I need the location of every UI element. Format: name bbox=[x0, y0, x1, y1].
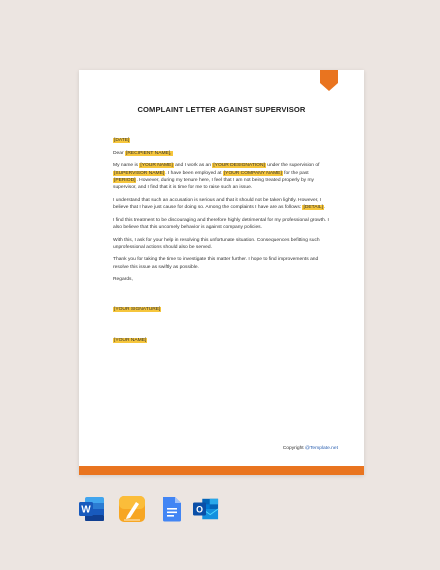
paragraph-thanks: Thank you for taking the time to investigate this matter further. I hope to find improvements and resolve this issue as swiftly as possible. bbox=[113, 257, 319, 270]
footer-accent-bar bbox=[79, 466, 364, 475]
complaint-text-2: . bbox=[323, 204, 326, 210]
complaint-text-1: I understand that such an accusation is serious and that it should not be taken lightly. However, I believe that I have just cause for doing so. Among the complaints I have are as follows: bbox=[113, 197, 322, 210]
paragraph-request: With this, I ask for your help in resolving this unfortunate situation. Consequences befitting such unprofessional actions should also be served. bbox=[113, 237, 320, 250]
paragraph-intro bbox=[113, 162, 331, 191]
salutation bbox=[113, 150, 331, 157]
supervisor-name-placeholder: [SUPERVISOR NAME] bbox=[114, 170, 165, 176]
copyright-brand[interactable]: Template.net bbox=[309, 446, 338, 451]
signature-line bbox=[113, 307, 161, 312]
period-placeholder: [PERIOD] bbox=[114, 177, 136, 183]
designation-placeholder: [YOUR DESIGNATION] bbox=[213, 163, 265, 169]
intro-text-4: . I have been employed at bbox=[165, 170, 223, 176]
word-icon[interactable] bbox=[79, 496, 105, 522]
google-docs-icon[interactable] bbox=[159, 496, 185, 522]
app-format-icons bbox=[79, 496, 224, 526]
outlook-icon-letter: O bbox=[196, 504, 203, 515]
paragraph-impact: I find this treatment to be discouraging and therefore highly detrimental for my professional growth. I also believe that this uncomely behavior is against company policies. bbox=[113, 217, 329, 230]
word-icon-letter: W bbox=[81, 504, 91, 516]
letter-body bbox=[113, 137, 331, 289]
detail-placeholder: [DETAIL] bbox=[303, 204, 323, 210]
signature-placeholder: [YOUR SIGNATURE] bbox=[114, 307, 161, 312]
pages-icon[interactable] bbox=[119, 496, 145, 522]
paragraph-complaint bbox=[113, 197, 331, 211]
your-name-placeholder: [YOUR NAME] bbox=[140, 163, 173, 169]
intro-text-1: My name is bbox=[113, 163, 140, 169]
company-name-placeholder: [YOUR COMPANY NAME] bbox=[223, 170, 282, 176]
date-placeholder: [DATE] bbox=[114, 138, 130, 143]
document-preview bbox=[79, 70, 364, 475]
name-placeholder: [YOUR NAME] bbox=[114, 338, 147, 343]
intro-text-5: for the past bbox=[282, 170, 309, 176]
date-line bbox=[113, 137, 331, 144]
outlook-icon[interactable] bbox=[193, 496, 219, 522]
intro-text-3: under the supervision of bbox=[265, 163, 320, 169]
copyright-notice bbox=[283, 446, 338, 451]
intro-text-6: . However, during my tenure here, I feel that I am not being treated properly by my supervisor, and I find that it is time for me to raise such an issue. bbox=[113, 177, 314, 191]
copyright-symbol: @ bbox=[305, 446, 310, 451]
copyright-prefix: Copyright bbox=[282, 446, 306, 451]
closing: Regards, bbox=[113, 277, 133, 283]
recipient-name-placeholder: [RECIPIENT NAME], bbox=[125, 150, 172, 156]
bookmark-ribbon-icon bbox=[320, 70, 338, 92]
salutation-prefix: Dear bbox=[113, 150, 125, 156]
intro-text-2: and I work as an bbox=[173, 163, 213, 169]
document-title: COMPLAINT LETTER AGAINST SUPERVISOR bbox=[137, 105, 306, 114]
name-line bbox=[113, 338, 147, 343]
